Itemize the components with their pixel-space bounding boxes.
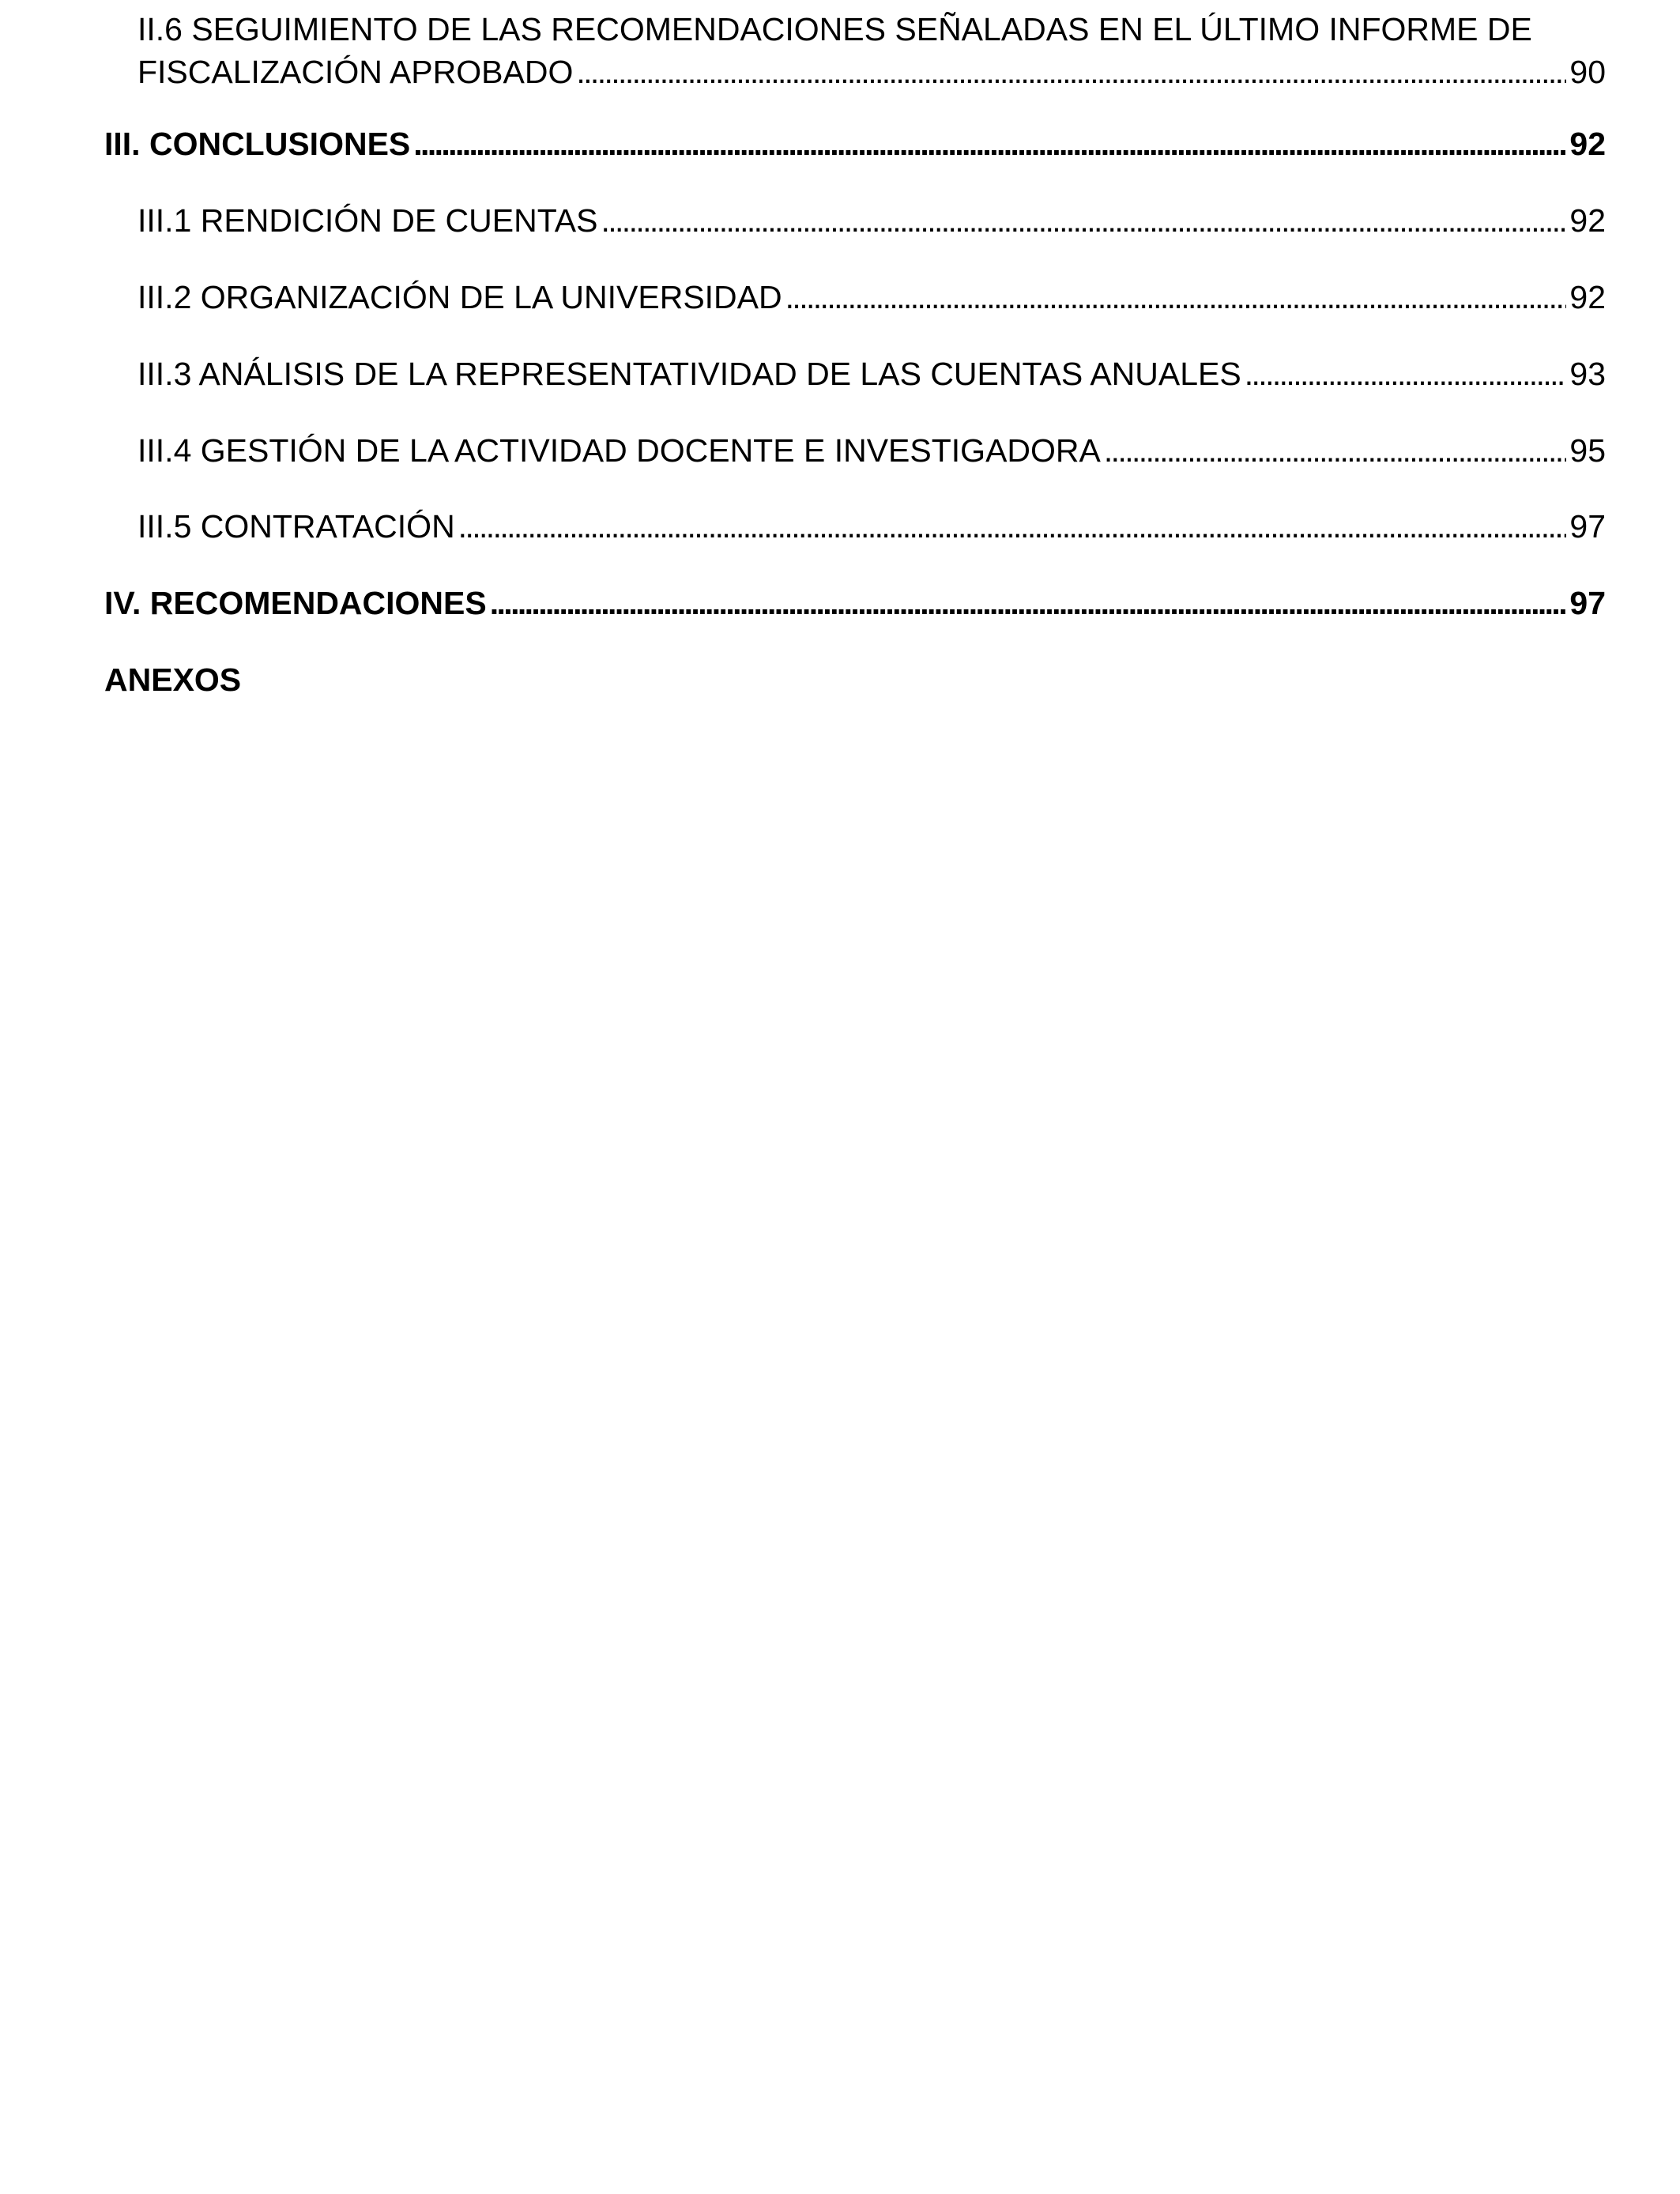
toc-entry-iii-conclusiones[interactable]	[104, 123, 1606, 165]
toc-entry-title: III.1 RENDICIÓN DE CUENTAS	[137, 202, 598, 239]
toc-page-number: 97	[1569, 508, 1606, 545]
toc-entry-title: III.3 ANÁLISIS DE LA REPRESENTATIVIDAD DE LAS CUENTAS ANUALES	[137, 356, 1241, 392]
toc-entry-iii-4[interactable]	[137, 429, 1606, 472]
toc-entry-iii-2[interactable]	[137, 276, 1606, 319]
toc-entry-title: IV. RECOMENDACIONES	[104, 585, 487, 621]
toc-entry-title-line1: II.6 SEGUIMIENTO DE LAS RECOMENDACIONES SEÑALADAS EN EL ÚLTIMO INFORME DE	[137, 11, 1532, 47]
toc-entry-title: III.4 GESTIÓN DE LA ACTIVIDAD DOCENTE E INVESTIGADORA	[137, 432, 1101, 469]
dot-leader	[576, 51, 1566, 93]
toc-entry-anexos[interactable]	[104, 658, 1606, 701]
toc-page-number: 90	[1569, 54, 1606, 90]
toc-page-number: 92	[1569, 202, 1606, 239]
dot-leader	[413, 123, 1566, 165]
toc-entry-title: ANEXOS	[104, 662, 242, 698]
toc-entry-title: III. CONCLUSIONES	[104, 126, 411, 162]
toc-page-number: 95	[1569, 432, 1606, 469]
dot-leader	[1104, 429, 1567, 472]
dot-leader	[1245, 352, 1567, 395]
toc-entry-iii-1[interactable]	[137, 199, 1606, 242]
toc-entry-title-line2: FISCALIZACIÓN APROBADO	[137, 54, 574, 90]
toc-entry-ii-6[interactable]	[137, 8, 1606, 93]
toc-page-number: 97	[1569, 585, 1606, 621]
dot-leader	[458, 505, 1567, 548]
toc-page-number: 92	[1569, 126, 1606, 162]
toc-page-number: 92	[1569, 279, 1606, 315]
toc-entry-iv-recomendaciones[interactable]	[104, 582, 1606, 624]
toc-entry-title: III.2 ORGANIZACIÓN DE LA UNIVERSIDAD	[137, 279, 782, 315]
toc-entry-iii-5[interactable]	[137, 505, 1606, 548]
toc-entry-title: III.5 CONTRATACIÓN	[137, 508, 455, 545]
dot-leader	[785, 276, 1567, 319]
toc-page-number: 93	[1569, 356, 1606, 392]
dot-leader	[490, 582, 1567, 624]
dot-leader	[601, 199, 1566, 242]
toc-entry-iii-3[interactable]	[137, 352, 1606, 395]
